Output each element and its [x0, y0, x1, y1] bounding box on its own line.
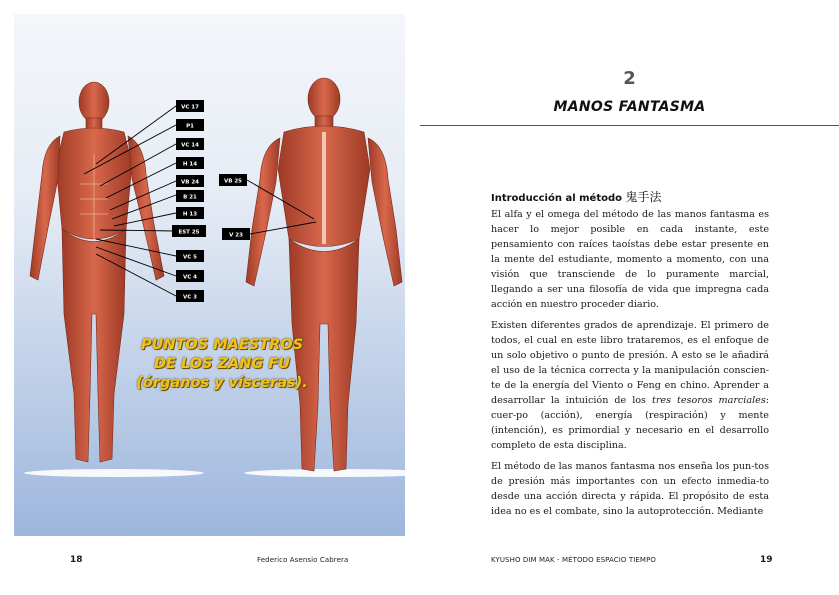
svg-text:B 21: B 21	[183, 194, 197, 201]
chapter-number: 2	[623, 68, 636, 89]
left-footer-author: Federico Asensio Cabrera	[257, 556, 349, 564]
svg-text:VC 4: VC 4	[182, 274, 198, 281]
illustration-caption	[132, 336, 312, 393]
floor-shadow-front	[24, 469, 204, 477]
right-footer-title: KYUSHO DIM MAK - MÉTODO ESPACIO TIEMPO	[491, 556, 656, 564]
front-point-label-2	[176, 138, 204, 150]
caption-line-2: DE LOS ZANG FU	[153, 356, 291, 372]
anatomy-figures	[14, 14, 405, 536]
svg-text:H 13: H 13	[182, 211, 198, 218]
point-text: VC 17	[181, 104, 199, 111]
front-point-label-7	[172, 225, 206, 237]
svg-text:H 14: H 14	[182, 161, 198, 168]
front-figure	[30, 82, 164, 462]
front-point-label-9	[176, 270, 204, 282]
front-point-label-8	[176, 250, 204, 262]
front-point-label-3	[176, 157, 204, 169]
body-text	[491, 207, 769, 525]
front-point-label-6	[176, 207, 204, 219]
svg-text:VC 5: VC 5	[182, 254, 198, 261]
front-point-label-0	[176, 100, 204, 112]
anatomy-illustration	[14, 14, 405, 536]
left-page-number: 18	[70, 555, 83, 565]
paragraph-2-end: : cuer-po (acción), energía (respiración) y mente (intención), es primordial y necesario en el desarrollo completo de esta disciplina.	[491, 395, 769, 451]
svg-text:VB 24: VB 24	[180, 179, 200, 186]
svg-text:VB 25: VB 25	[223, 178, 243, 185]
front-point-label-4	[176, 175, 204, 187]
section-heading	[491, 188, 662, 205]
caption-line-3: (órganos y vísceras).	[136, 375, 308, 391]
floor-shadow-back	[244, 469, 405, 477]
front-point-label-10	[176, 290, 204, 302]
section-heading-text: Introducción al método	[491, 193, 622, 204]
back-point-label-1	[222, 228, 250, 240]
svg-text:VC 3: VC 3	[182, 294, 198, 301]
back-point-label-0	[219, 174, 247, 186]
paragraph-2-emphasis: tres tesoros marciales	[651, 395, 766, 406]
svg-text:VC 14: VC 14	[181, 142, 199, 149]
chapter-title: MANOS FANTASMA	[553, 99, 706, 115]
paragraph-1: El alfa y el omega del método de las manos fantasma es hacer lo mejor posible en cada instante, este pensamiento con raíces taoístas debe estar presente en la mente del estudiante, momento a momento, con una visión que transciende de lo puramente marcial, llegando a ser una filosofía de vida que impregna cada acción en nuestro proceder diario.	[491, 209, 769, 310]
chapter-rule	[420, 125, 839, 126]
paragraph-2	[491, 318, 769, 453]
svg-text:P1: P1	[186, 123, 194, 130]
paragraph-3: El método de las manos fantasma nos enseña los pun-tos de presión más importantes con un efecto inmedia-to desde una acción directa y rápida. El propósito de esta idea no es el combate, sino la autoprotección. Mediante	[491, 461, 769, 517]
svg-text:V 23: V 23	[229, 232, 243, 239]
front-point-label-1	[176, 119, 204, 131]
paragraph-2-start: Existen diferentes grados de aprendizaje. El primero de todos, el cual en este libro trataremos, es el enfoque de un solo objetivo o punto de presión. A esto se le añadirá el uso de la técnica correcta y la manipulación conscien-te de la energía del Viento o Feng en chino. Aprender a desarrollar la intuición de los	[491, 320, 769, 406]
right-page-number: 19	[760, 555, 773, 565]
section-heading-kanji: 鬼手法	[625, 190, 662, 204]
front-point-label-5	[176, 190, 204, 202]
caption-line-1: PUNTOS MAESTROS	[140, 337, 304, 353]
svg-text:EST 25: EST 25	[178, 229, 200, 236]
